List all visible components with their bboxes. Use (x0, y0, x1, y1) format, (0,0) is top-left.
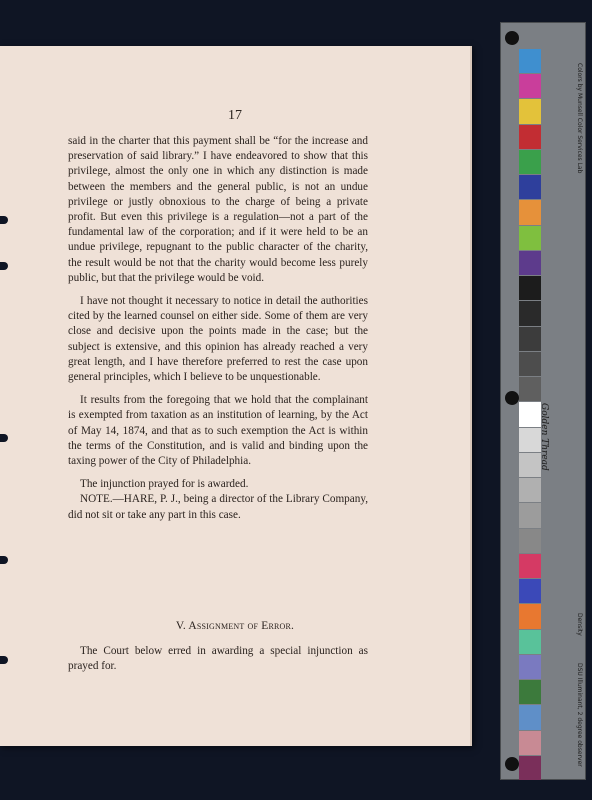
color-swatch (519, 352, 541, 376)
color-swatch (519, 554, 541, 578)
color-swatch (519, 705, 541, 729)
color-swatch (519, 680, 541, 704)
color-swatch (519, 478, 541, 502)
color-swatch (519, 377, 541, 401)
binding-hole (0, 434, 8, 442)
color-swatch (519, 49, 541, 73)
color-swatch (519, 175, 541, 199)
color-swatch (519, 604, 541, 628)
checker-density-label: Density (576, 613, 583, 636)
color-swatch (519, 428, 541, 452)
color-swatch (519, 731, 541, 755)
color-swatch (519, 630, 541, 654)
color-swatch (519, 125, 541, 149)
color-swatch (519, 402, 541, 426)
note-paragraph: NOTE.—HARE, P. J., being a director of the Library Company, did not sit or take any part in this case. (68, 493, 368, 521)
checker-brand-label: Golden Thread (539, 403, 549, 471)
checker-bottom-label: DSU Illuminant, 2 degree observer (576, 663, 583, 767)
binding-hole (0, 656, 8, 664)
color-swatch (519, 503, 541, 527)
strip-hole (505, 757, 519, 771)
document-page (0, 46, 472, 746)
color-checker-strip (500, 22, 586, 780)
color-swatch (519, 99, 541, 123)
paragraph: said in the charter that this payment shall be “for the increase and preservation of said library.” I have endeavored to show that this privilege, almost the only one in which any distinction is made between the members and the general public, is not an undue privilege or justly obnoxious to the charge of being a private profit. But even this privilege is a regulation—not a part of the fundamental law of the corporation; and if it were held to be an undue privilege, repugnant to the public character of the charity, the result would be not that the charity would become less purely public, but that the privilege would be void. (68, 135, 368, 284)
color-swatch (519, 226, 541, 250)
binding-hole (0, 556, 8, 564)
color-swatch (519, 251, 541, 275)
color-swatch (519, 579, 541, 603)
color-swatch (519, 200, 541, 224)
strip-hole (505, 391, 519, 405)
color-swatch (519, 327, 541, 351)
color-swatch (519, 150, 541, 174)
color-swatch (519, 453, 541, 477)
color-swatch (519, 756, 541, 780)
checker-top-label: Colors by Munsell Color Services Lab (576, 63, 583, 174)
strip-hole (505, 31, 519, 45)
binding-hole (0, 216, 8, 224)
body-text (68, 134, 368, 523)
paragraph: It results from the foregoing that we hold that the complainant is exempted from taxation as an institution of learning, by the Act of May 14, 1874, and that as to such exemption the Act is within the terms of the Constitution, and is valid and binding upon the taxing power of the City of Philadelphia. (68, 394, 368, 468)
assignment-of-error-text: The Court below erred in awarding a special injunction as prayed for. (68, 645, 368, 673)
paragraph: I have not thought it necessary to notice in detail the authorities cited by the learned counsel on either side. Some of them are very close and decisive upon the points made in the case; but the subject is extensive, and this opinion has already reached a very great length, and I have therefore preferred to rest the case upon general principles, which I believe to be unquestionable. (68, 295, 368, 384)
color-swatch (519, 74, 541, 98)
color-swatch (519, 301, 541, 325)
color-swatch (519, 529, 541, 553)
page-number: 17 (228, 108, 242, 123)
paragraph: The injunction prayed for is awarded. (80, 478, 249, 491)
section-title: V. Assignment of Error. (175, 620, 295, 632)
binding-hole (0, 262, 8, 270)
color-swatch (519, 276, 541, 300)
color-swatch (519, 655, 541, 679)
